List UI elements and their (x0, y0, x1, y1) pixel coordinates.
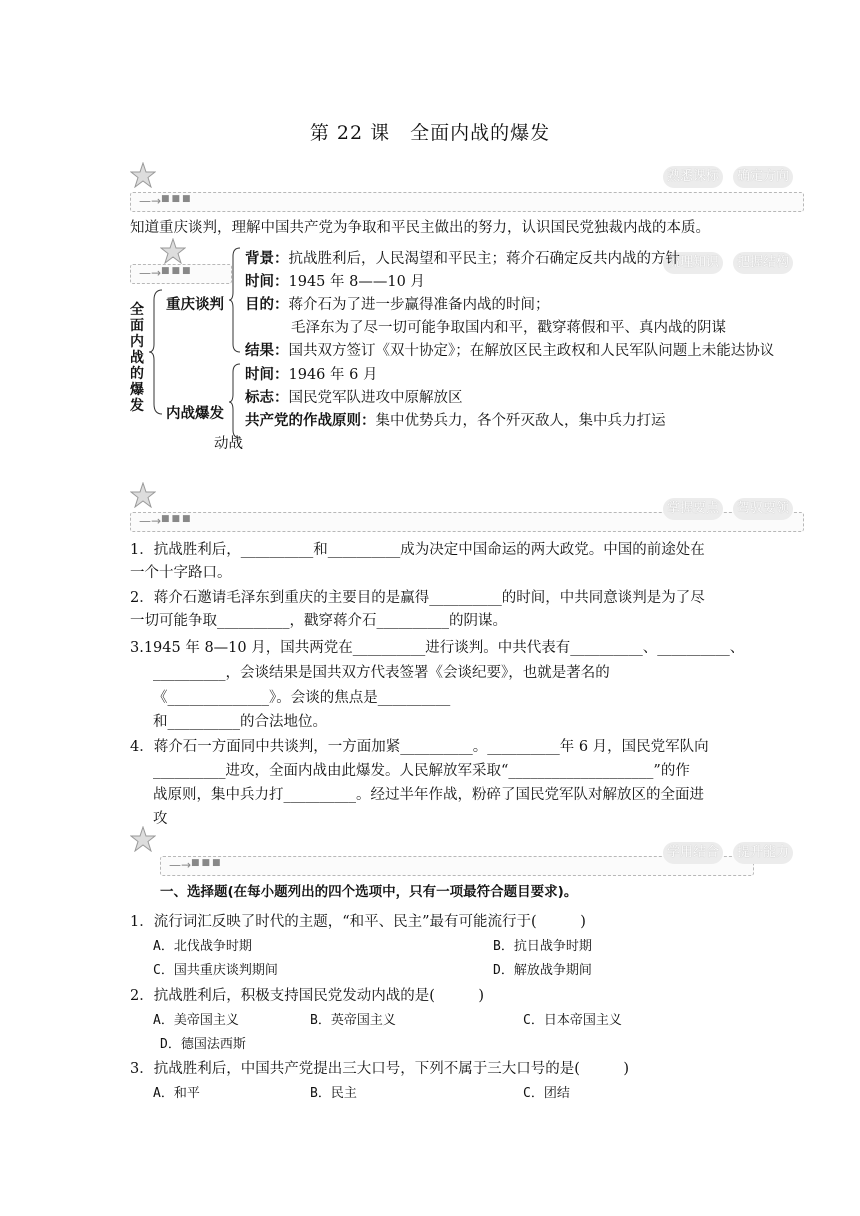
star-icon (130, 482, 156, 508)
option-a[interactable]: A．和平 (153, 1086, 200, 1101)
fill-blank-line: __________，会谈结果是国共双方代表签署《会谈纪要》，也就是著名的 (153, 665, 610, 681)
option-a[interactable]: A．北伐战争时期 (153, 939, 252, 954)
fill-blank-line: __________进攻，全面内战由此爆发。人民解放军采取“____________________”的作 (153, 763, 690, 779)
fill-blank-line: 战原则，集中兵力打__________。经过半年作战，粉碎了国民党军队对解放区的全面进 (153, 787, 704, 803)
outline-brace-branch2 (228, 362, 242, 440)
section-bar-2 (130, 264, 232, 284)
fill-blank-line: 攻 (153, 811, 168, 827)
star-icon (130, 826, 156, 852)
section-bar-1 (130, 192, 804, 212)
option-b[interactable]: B．抗日战争时期 (493, 939, 592, 954)
fill-blank-line: 2．蒋介石邀请毛泽东到重庆的主要目的是赢得__________的时间，中共同意谈判是为了尽 (130, 590, 705, 606)
outline-branch-label: 内战爆发 (166, 406, 224, 422)
section-tag: 掌握要点 (663, 498, 723, 520)
section-tag: 学用结合 (663, 842, 723, 864)
page-title: 第 22 课 全面内战的爆发 (309, 122, 551, 144)
dots-icon: ■■■ (161, 514, 193, 524)
dots-icon: ■■■ (191, 858, 223, 868)
arrow-icon: —→ (139, 194, 162, 208)
outline-brace-branch1 (228, 246, 242, 356)
option-b[interactable]: B．英帝国主义 (310, 1013, 396, 1028)
fill-blank-line: 3.1945 年 8—10 月，国共两党在__________进行谈判。中共代表有__________、__________、 (130, 640, 745, 656)
dots-icon: ■■■ (161, 266, 193, 276)
option-d[interactable]: D．德国法西斯 (160, 1037, 246, 1052)
outline-line: 共产党的作战原则：集中优势兵力，各个歼灭敌人，集中兵力打运 (245, 413, 666, 429)
question-stem: 1．流行词汇反映了时代的主题，“和平、民主”最有可能流行于( ) (130, 914, 586, 930)
section-tag: 驾驭要领 (733, 498, 793, 520)
arrow-icon: —→ (169, 858, 192, 872)
option-a[interactable]: A．美帝国主义 (153, 1013, 239, 1028)
option-b[interactable]: B．民主 (310, 1086, 357, 1101)
choice-heading: 一、选择题(在每小题列出的四个选项中，只有一项最符合题目要求)。 (160, 884, 578, 900)
option-c[interactable]: C．国共重庆谈判期间 (153, 963, 278, 978)
star-icon (130, 162, 156, 188)
option-c[interactable]: C．日本帝国主义 (523, 1013, 622, 1028)
fill-blank-line: 《______________》。会谈的焦点是__________ (153, 690, 451, 706)
outline-line: 时间：1946 年 6 月 (245, 367, 378, 383)
section-tag: 确定方向 (733, 166, 793, 188)
outline-line: 结果：国共双方签订《双十协定》；在解放区民主政权和人民军队问题上未能达协议 (245, 343, 775, 359)
outline-brace-main (148, 288, 164, 418)
question-stem: 2．抗战胜利后，积极支持国民党发动内战的是( ) (130, 988, 485, 1004)
outline-root: 全面内战的爆发 (130, 302, 144, 414)
question-stem: 3．抗战胜利后，中国共产党提出三大口号，下列不属于三大口号的是( ) (130, 1061, 630, 1077)
fill-blank-line: 一个十字路口。 (130, 565, 232, 581)
outline-line: 标志：国民党军队进攻中原解放区 (245, 390, 463, 406)
outline-line: 背景：抗战胜利后，人民渴望和平民主；蒋介石确定反共内战的方针 (245, 251, 680, 267)
section-tag: 梳理知识 (663, 252, 723, 274)
fill-blank-line: 1．抗战胜利后，__________和__________成为决定中国命运的两大政党。中国的前途处在 (130, 542, 705, 558)
fill-blank-line: 一切可能争取__________，戳穿蒋介石__________的阴谋。 (130, 613, 507, 629)
arrow-icon: —→ (139, 514, 162, 528)
dots-icon: ■■■ (161, 194, 193, 204)
arrow-icon: —→ (139, 266, 162, 280)
option-d[interactable]: D．解放战争期间 (493, 963, 592, 978)
outline-line: 目的：蒋介石为了进一步赢得准备内战的时间； (245, 297, 550, 313)
section-tag: 提升能力 (733, 842, 793, 864)
section-tag: 把握结构 (733, 252, 793, 274)
fill-blank-line: 和__________的合法地位。 (153, 714, 327, 730)
star-icon (160, 238, 186, 264)
outline-line: 时间：1945 年 8——10 月 (245, 274, 425, 290)
objective-text: 知道重庆谈判，理解中国共产党为争取和平民主做出的努力，认识国民党独裁内战的本质。 (130, 220, 710, 236)
section-tag: 熟悉课标 (663, 166, 723, 188)
outline-line: 动战 (214, 436, 243, 452)
fill-blank-line: 4．蒋介石一方面同中共谈判，一方面加紧__________。__________年 6 月，国民党军队向 (130, 739, 709, 755)
outline-line: 毛泽东为了尽一切可能争取国内和平，戳穿蒋假和平、真内战的阴谋 (291, 320, 726, 336)
option-c[interactable]: C．团结 (523, 1086, 570, 1101)
outline-branch-label: 重庆谈判 (166, 297, 224, 313)
